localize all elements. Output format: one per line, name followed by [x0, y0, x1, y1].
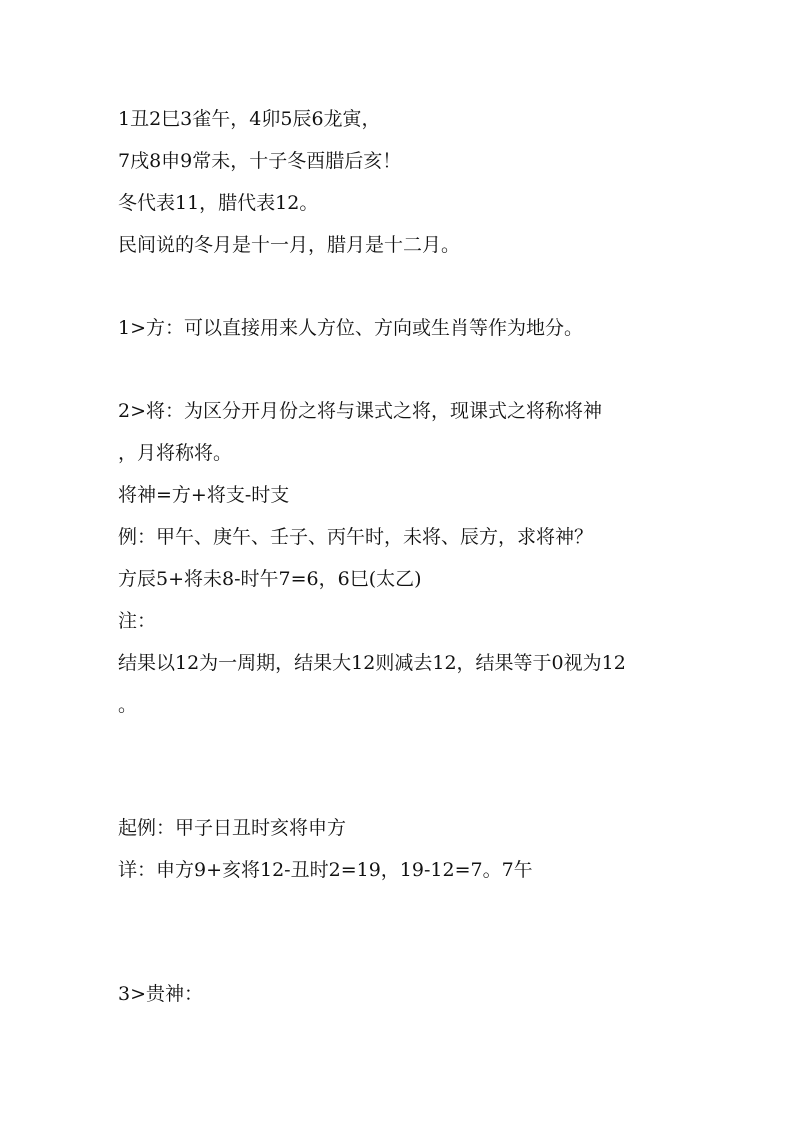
text-line-6: 2>将：为区分开月份之将与课式之将，现课式之将称将神 [118, 400, 603, 422]
text-line-3: 冬代表11，腊代表12。 [118, 192, 319, 214]
text-line-5: 1>方：可以直接用来人方位、方向或生肖等作为地分。 [118, 317, 584, 339]
text-line-12: 结果以12为一周期，结果大12则减去12，结果等于0视为12 [118, 652, 626, 674]
text-line-14: 起例：甲子日丑时亥将申方 [118, 817, 347, 839]
text-line-16: 3>贵神： [118, 983, 204, 1005]
text-line-2: 7戌8申9常未，十子冬酉腊后亥！ [118, 150, 402, 172]
text-line-11: 注： [118, 610, 157, 632]
text-line-4: 民间说的冬月是十一月，腊月是十二月。 [118, 234, 461, 256]
text-line-7: ，月将称将。 [118, 442, 233, 464]
text-line-10: 方辰5+将未8-时午7=6，6巳(太乙) [118, 568, 422, 590]
text-line-1: 1丑2巳3雀午，4卯5辰6龙寅， [118, 108, 381, 130]
text-line-8: 将神=方+将支-时支 [118, 484, 290, 506]
text-line-9: 例：甲午、庚午、壬子、丙午时，未将、辰方，求将神？ [118, 526, 594, 548]
text-line-15: 详：申方9+亥将12-丑时2=19，19-12=7。7午 [118, 859, 533, 881]
text-line-13: 。 [118, 694, 138, 716]
